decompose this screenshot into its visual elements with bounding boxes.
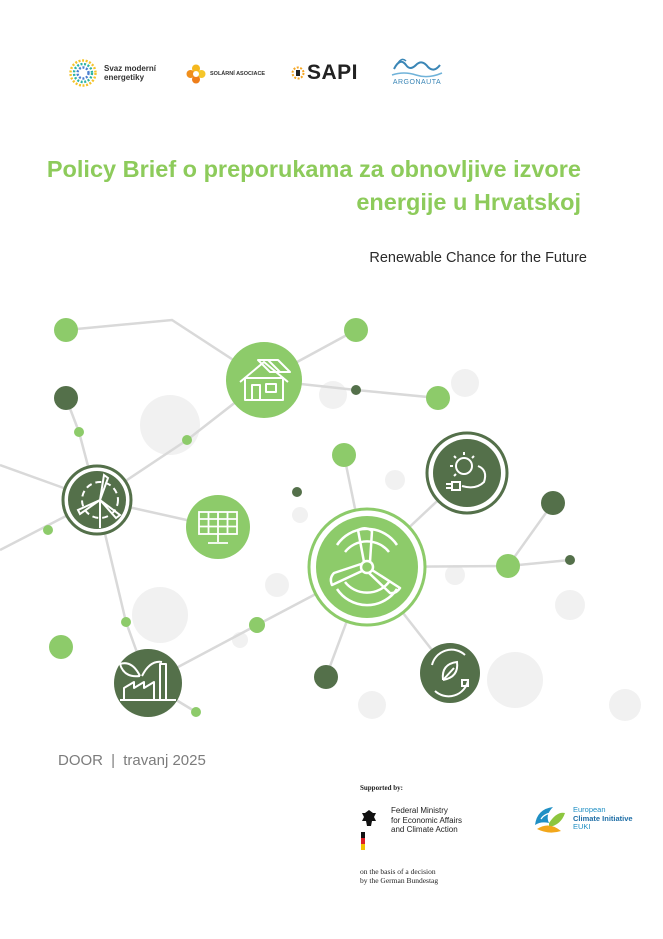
node xyxy=(292,487,302,497)
footer-separator: | xyxy=(111,752,116,769)
bundestag-note xyxy=(360,867,438,885)
page-subtitle: Renewable Chance for the Future xyxy=(369,250,587,266)
svaz-line2: energetiky xyxy=(104,73,145,82)
basis-line2: by the German Bundestag xyxy=(360,876,439,885)
node xyxy=(43,525,53,535)
euki-line2: Climate Initiative xyxy=(573,813,633,823)
sapi-logo xyxy=(291,61,358,85)
node xyxy=(121,617,131,627)
argonauta-name: ARGONAUTA xyxy=(392,79,442,86)
svaz-logo-mark-icon xyxy=(68,58,98,88)
title-line1: Policy Brief o preporukama za obnovljive izvore xyxy=(46,156,581,182)
node xyxy=(344,318,368,342)
page-title xyxy=(21,153,581,219)
footer-date: travanj 2025 xyxy=(123,752,206,769)
argonauta-wave-icon xyxy=(390,55,444,79)
node xyxy=(74,427,84,437)
wind-turbine-icon xyxy=(63,466,131,534)
node xyxy=(332,443,356,467)
node xyxy=(426,386,450,410)
node xyxy=(49,635,73,659)
node xyxy=(565,555,575,565)
svaz-line1: Svaz moderní xyxy=(104,64,157,73)
euki-mark-icon xyxy=(531,801,567,837)
node xyxy=(496,554,520,578)
svaz-logo xyxy=(68,58,156,88)
footer-date-line xyxy=(58,752,206,769)
basis-line1: on the basis of a decision xyxy=(360,867,436,876)
euki-line1: European xyxy=(573,805,606,815)
house-solar-icon xyxy=(226,342,302,418)
title-line2: energije u Hrvatskoj xyxy=(356,189,581,215)
bmwk-logo xyxy=(360,806,462,852)
node xyxy=(54,318,78,342)
german-eagle-icon xyxy=(360,806,378,852)
recycle-leaf-icon xyxy=(420,643,480,703)
sapi-logo-mark-icon xyxy=(291,62,305,84)
supported-by-label: Supported by: xyxy=(360,784,403,792)
sun-plug-icon xyxy=(427,433,507,513)
node xyxy=(314,665,338,689)
network-illustration xyxy=(0,300,663,740)
ministry-name xyxy=(386,806,462,852)
euki-line3: EUKI xyxy=(573,822,591,832)
node xyxy=(351,385,361,395)
euki-text xyxy=(573,806,633,832)
argonauta-logo xyxy=(390,55,444,86)
ministry-line1: Federal Ministry xyxy=(391,806,448,815)
solarni-logo-mark-icon xyxy=(186,64,206,84)
node xyxy=(182,435,192,445)
node xyxy=(249,617,265,633)
solarni-logo xyxy=(186,64,265,84)
footer-org: DOOR xyxy=(58,752,103,769)
solarni-name: SOLÁRNÍ ASOCIACE xyxy=(210,71,266,77)
node xyxy=(541,491,565,515)
sapi-name: SAPI xyxy=(307,61,359,84)
ministry-line2: for Economic Affairs xyxy=(391,815,462,825)
factory-leaf-icon xyxy=(114,649,182,717)
solar-panel-icon xyxy=(186,495,250,559)
euki-logo xyxy=(531,801,633,837)
large-wind-turbine-icon xyxy=(309,509,425,625)
node xyxy=(191,707,201,717)
ministry-line3: and Climate Action xyxy=(391,825,458,834)
node xyxy=(54,386,78,410)
